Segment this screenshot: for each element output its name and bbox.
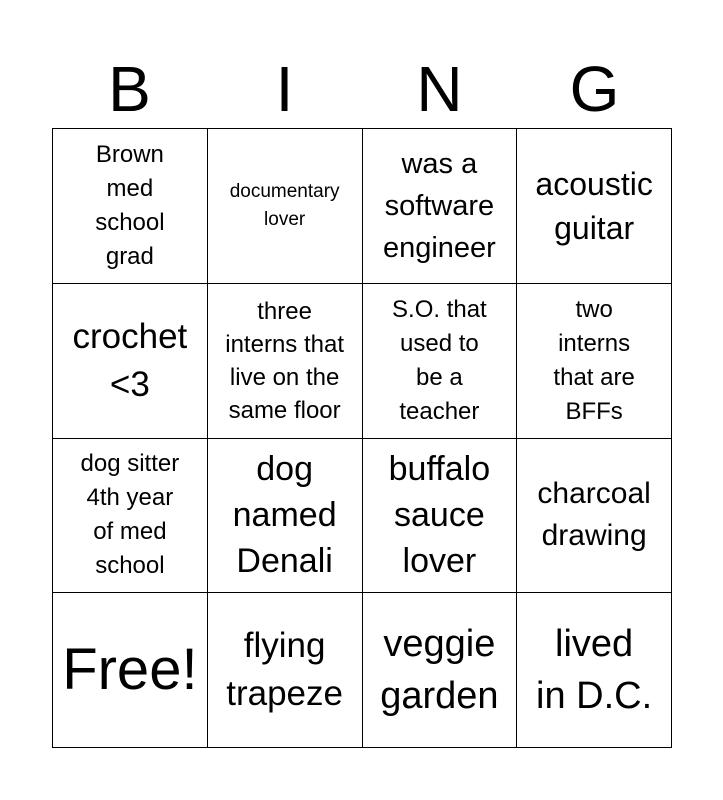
cell-text: lived in D.C. <box>536 623 653 718</box>
bingo-cell[interactable] <box>517 593 672 748</box>
bingo-cell-free[interactable] <box>53 593 208 748</box>
header-letter-n: N <box>416 53 463 125</box>
bingo-cell[interactable] <box>208 593 363 748</box>
cell-text: two interns that are BFFs <box>553 295 635 425</box>
bingo-header <box>52 50 672 128</box>
bingo-cell[interactable] <box>208 284 363 439</box>
cell-text: dog sitter 4th year of med school <box>80 450 180 580</box>
header-letter-i: I <box>275 53 294 125</box>
cell-text: S.O. that used to be a teacher <box>392 295 487 425</box>
bingo-cell[interactable] <box>517 129 672 284</box>
bingo-cell[interactable] <box>517 284 672 439</box>
cell-text: Brown med school grad <box>95 140 165 270</box>
header-letter-g: G <box>569 53 620 125</box>
cell-text: buffalo sauce lover <box>388 450 491 581</box>
cell-text: was a software engineer <box>382 147 496 264</box>
bingo-cell[interactable] <box>53 439 208 594</box>
cell-text: crochet <3 <box>72 316 188 404</box>
bingo-cell[interactable] <box>363 284 518 439</box>
bingo-cell[interactable] <box>53 284 208 439</box>
cell-text: flying trapeze <box>226 626 343 714</box>
cell-text: veggie garden <box>380 623 499 718</box>
cell-text: dog named Denali <box>232 450 337 581</box>
bingo-cell[interactable] <box>363 129 518 284</box>
cell-text: Free! <box>62 637 198 703</box>
header-letter-b: B <box>108 53 151 125</box>
bingo-cell[interactable] <box>208 129 363 284</box>
bingo-cell[interactable] <box>53 129 208 284</box>
bingo-cell[interactable] <box>517 439 672 594</box>
bingo-board <box>52 128 672 748</box>
cell-text: documentary lover <box>229 180 340 230</box>
cell-text: acoustic guitar <box>535 165 653 246</box>
cell-text: three interns that live on the same floor <box>225 297 344 424</box>
cell-text: charcoal drawing <box>537 477 651 553</box>
bingo-cell[interactable] <box>363 593 518 748</box>
bingo-cell[interactable] <box>208 439 363 594</box>
bingo-cell[interactable] <box>363 439 518 594</box>
